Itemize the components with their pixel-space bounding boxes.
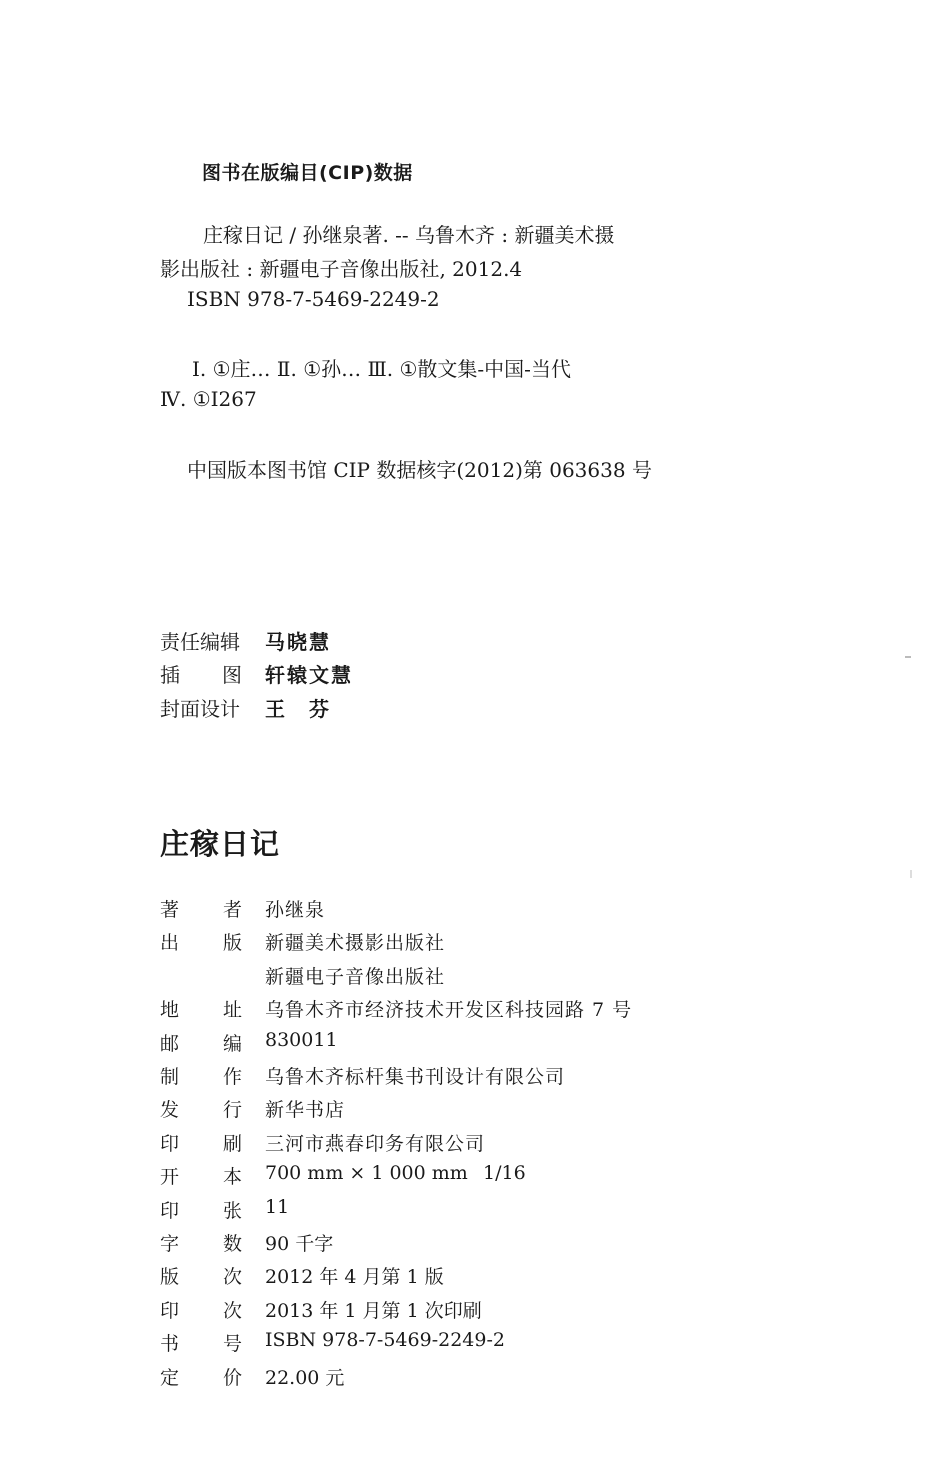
info-label: 著 者 [160,899,242,921]
cip-line-3: ISBN 978-7-5469-2249-2 [187,287,440,311]
cip-line-1: 庄稼日记 / 孙继泉著. -- 乌鲁木齐 : 新疆美术摄 [203,223,615,247]
info-label: 开 本 [160,1166,242,1189]
staff-value: 轩辕文慧 [265,663,353,687]
info-value: 新疆美术摄影出版社 [265,932,446,955]
staff-value: 王 芬 [265,697,331,721]
info-value: 700 mm × 1 000 mm [265,1162,468,1185]
info-label: 印 刷 [160,1132,242,1155]
cip-line-2: 影出版社 : 新疆电子音像出版社, 2012.4 [160,257,523,281]
staff-label: 封面设计 [160,697,240,721]
cip-heading: 图书在版编目(CIP)数据 [202,162,413,184]
info-value: 2013 年 1 月第 1 次印刷 [265,1299,482,1322]
cip-line-6: 中国版本图书馆 CIP 数据核字(2012)第 063638 号 [187,458,652,482]
info-value: 90 千字 [265,1233,334,1255]
info-value: 新疆电子音像出版社 [265,965,446,988]
info-label: 地 址 [160,999,242,1022]
scan-speck [910,870,912,878]
info-value: 2012 年 4 月第 1 版 [265,1266,444,1289]
cip-line-5: Ⅳ. ①I267 [160,387,257,411]
info-value: ISBN 978-7-5469-2249-2 [265,1329,505,1352]
info-value: 22.00 元 [265,1366,345,1389]
info-label: 制 作 [160,1066,242,1088]
cip-line-4: Ⅰ. ①庄… Ⅱ. ①孙… Ⅲ. ①散文集-中国-当代 [192,357,571,381]
info-value: 11 [265,1195,290,1218]
staff-label: 插 图 [160,663,242,687]
info-label: 印 次 [160,1299,242,1322]
info-extra: 1/16 [483,1162,526,1185]
book-title: 庄稼日记 [160,827,281,861]
info-label: 邮 编 [160,1032,242,1055]
scan-speck [905,656,911,658]
info-label: 发 行 [160,1099,242,1122]
info-label: 出 版 [160,932,242,955]
info-value: 三河市燕春印务有限公司 [265,1132,486,1155]
info-label: 印 张 [160,1199,242,1222]
info-value: 乌鲁木齐标杆集书刊设计有限公司 [265,1066,566,1088]
info-label: 定 价 [160,1366,242,1389]
info-value: 830011 [265,1028,338,1051]
info-label: 书 号 [160,1333,242,1356]
info-label: 版 次 [160,1266,242,1289]
staff-value: 马晓慧 [265,630,331,654]
staff-label: 责任编辑 [160,630,240,654]
info-value: 乌鲁木齐市经济技术开发区科技园路 7 号 [265,999,633,1022]
info-value: 孙继泉 [265,899,326,921]
info-value: 新华书店 [265,1099,346,1122]
info-label: 字 数 [160,1233,242,1255]
